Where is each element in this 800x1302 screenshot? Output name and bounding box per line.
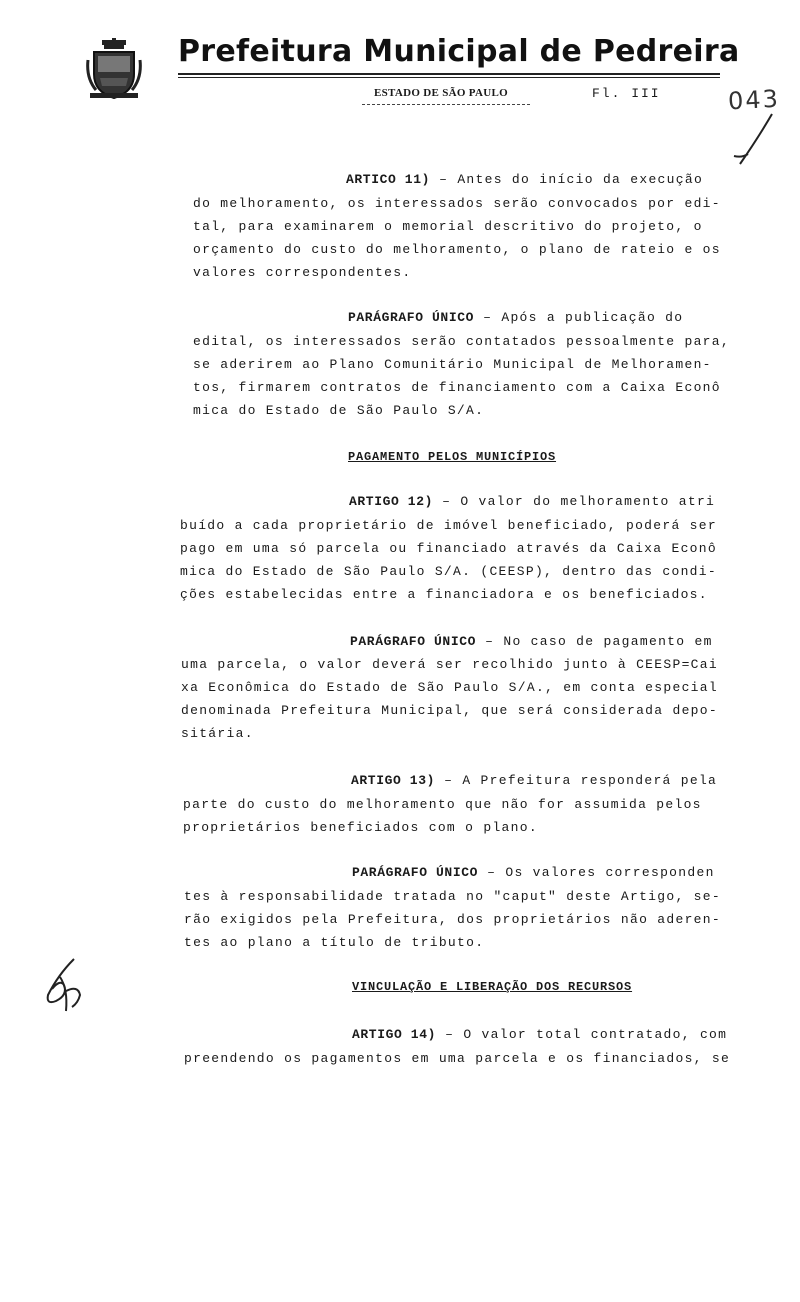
article-11-line: tal, para examinarem o memorial descritivo do projeto, o xyxy=(193,219,703,234)
article-12-line: mica do Estado de São Paulo S/A. (CEESP), dentro das condi- xyxy=(180,564,717,579)
state-label: ESTADO DE SÃO PAULO xyxy=(374,87,508,99)
article-11-line: orçamento do custo do melhoramento, o plano de rateio e os xyxy=(193,242,721,257)
article-11-first-line: ARTICO 11) – Antes do início da execução xyxy=(346,172,704,187)
paragraph-11-line: edital, os interessados serão contatados pessoalmente para, xyxy=(193,334,730,349)
article-14-line: preendendo os pagamentos em uma parcela e os financiados, se xyxy=(184,1051,731,1066)
paragraph-13-label: PARÁGRAFO ÚNICO xyxy=(352,865,479,880)
page-title: Prefeitura Municipal de Pedreira xyxy=(178,34,740,69)
folio-number: 043 xyxy=(727,84,781,116)
paragraph-12-first-line: PARÁGRAFO ÚNICO – No caso de pagamento em xyxy=(350,634,713,649)
article-11-line: valores correspondentes. xyxy=(193,265,412,280)
article-11-line: do melhoramento, os interessados serão convocados por edi- xyxy=(193,196,721,211)
article-13-label: ARTIGO 13) xyxy=(351,773,436,788)
paragraph-11-line: tos, firmarem contratos de financiamento com a Caixa Econô xyxy=(193,380,721,395)
article-13-line: proprietários beneficiados com o plano. xyxy=(183,820,538,835)
paragraph-11-line: mica do Estado de São Paulo S/A. xyxy=(193,403,485,418)
header-rule xyxy=(178,73,720,75)
article-13-line: parte do custo do melhoramento que não for assumida pelos xyxy=(183,797,702,812)
paragraph-13-line: tes ao plano a título de tributo. xyxy=(184,935,485,950)
section-heading-payment: PAGAMENTO PELOS MUNICÍPIOS xyxy=(348,450,557,464)
article-12-line: buído a cada proprietário de imóvel beneficiado, poderá ser xyxy=(180,518,717,533)
paragraph-11-line: se aderirem ao Plano Comunitário Municipal de Melhoramen- xyxy=(193,357,712,372)
paragraph-12-line: denominada Prefeitura Municipal, que será considerada depo- xyxy=(181,703,718,718)
article-11-label: ARTICO 11) xyxy=(346,172,431,187)
state-underline xyxy=(362,104,530,106)
paragraph-12-line: uma parcela, o valor deverá ser recolhido junto à CEESP=Cai xyxy=(181,657,718,672)
article-12-line: ções estabelecidas entre a financiadora e os beneficiados. xyxy=(180,587,708,602)
paragraph-13-line: tes à responsabilidade tratada no "caput" deste Artigo, se- xyxy=(184,889,721,904)
handwritten-slash-mark xyxy=(728,110,778,170)
municipal-crest-icon xyxy=(86,38,142,100)
paragraph-11-label: PARÁGRAFO ÚNICO xyxy=(348,310,475,325)
article-12-label: ARTIGO 12) xyxy=(349,494,434,509)
paragraph-12-label: PARÁGRAFO ÚNICO xyxy=(350,634,477,649)
paragraph-12-line: xa Econômica do Estado de São Paulo S/A., em conta especial xyxy=(181,680,718,695)
handwritten-initials xyxy=(38,955,88,1015)
article-14-label: ARTIGO 14) xyxy=(352,1027,437,1042)
article-12-line: pago em uma só parcela ou financiado através da Caixa Econô xyxy=(180,541,717,556)
paragraph-13-first-line: PARÁGRAFO ÚNICO – Os valores corresponden xyxy=(352,865,715,880)
paragraph-12-line: sitária. xyxy=(181,726,254,741)
paragraph-13-line: rão exigidos pela Prefeitura, dos proprietários não aderen- xyxy=(184,912,721,927)
section-heading-funds: VINCULAÇÃO E LIBERAÇÃO DOS RECURSOS xyxy=(352,980,633,994)
header-rule-thin xyxy=(178,77,720,78)
paragraph-11-first-line: PARÁGRAFO ÚNICO – Após a publicação do xyxy=(348,310,684,325)
sheet-number: Fl. III xyxy=(592,86,661,101)
article-13-first-line: ARTIGO 13) – A Prefeitura responderá pela xyxy=(351,773,718,788)
article-12-first-line: ARTIGO 12) – O valor do melhoramento atri xyxy=(349,494,716,509)
article-14-first-line: ARTIGO 14) – O valor total contratado, com xyxy=(352,1027,728,1042)
